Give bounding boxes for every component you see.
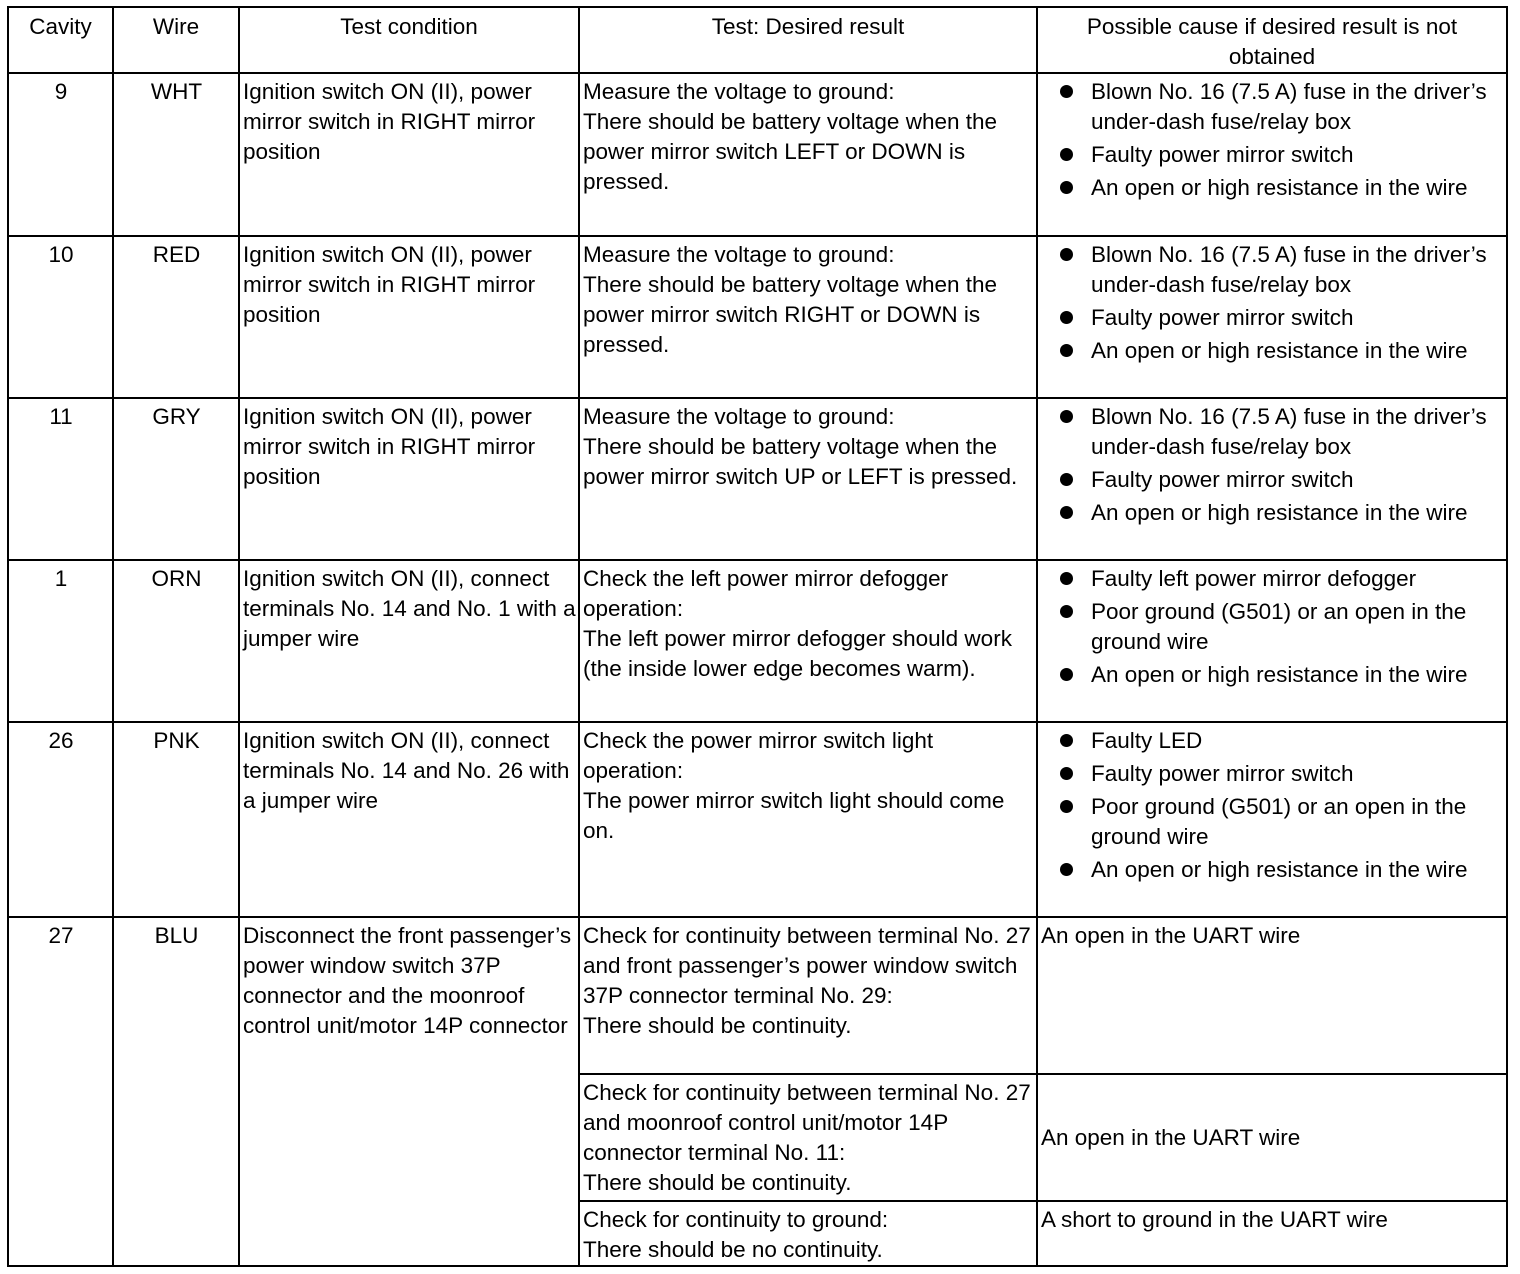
cause-item: An open or high resistance in the wire bbox=[1091, 336, 1504, 366]
header-wire: Wire bbox=[113, 7, 239, 73]
cavity-cell: 10 bbox=[8, 236, 113, 398]
result-cell bbox=[579, 1201, 1037, 1266]
cavity-cell: 26 bbox=[8, 722, 113, 917]
header-test-condition: Test condition bbox=[239, 7, 579, 73]
result-cell bbox=[579, 73, 1037, 236]
cause-cell bbox=[1037, 236, 1507, 398]
wire-cell: GRY bbox=[113, 398, 239, 560]
cause-item: Faulty power mirror switch bbox=[1091, 465, 1504, 495]
result-line: Check the power mirror switch light operation: bbox=[583, 728, 934, 783]
cavity-cell: 27 bbox=[8, 917, 113, 1266]
wire-cell: WHT bbox=[113, 73, 239, 236]
result-line: There should be battery voltage when the power mirror switch RIGHT or DOWN is pressed. bbox=[583, 272, 998, 357]
result-line: There should be battery voltage when the power mirror switch LEFT or DOWN is pressed. bbox=[583, 109, 998, 194]
condition-cell: Ignition switch ON (II), connect terminals No. 14 and No. 1 with a jumper wire bbox=[239, 560, 579, 722]
header-desired-result: Test: Desired result bbox=[579, 7, 1037, 73]
cavity-cell: 11 bbox=[8, 398, 113, 560]
table-row bbox=[8, 917, 1507, 1074]
cause-item: An open or high resistance in the wire bbox=[1091, 498, 1504, 528]
cause-cell bbox=[1037, 73, 1507, 236]
wire-cell: RED bbox=[113, 236, 239, 398]
result-line: There should be battery voltage when the power mirror switch UP or LEFT is pressed. bbox=[583, 434, 1018, 489]
result-line: The power mirror switch light should come on. bbox=[583, 788, 1005, 843]
result-cell bbox=[579, 722, 1037, 917]
table-row bbox=[8, 73, 1507, 236]
result-cell bbox=[579, 1074, 1037, 1201]
result-cell bbox=[579, 236, 1037, 398]
cause-item: An open or high resistance in the wire bbox=[1091, 660, 1504, 690]
cavity-cell: 9 bbox=[8, 73, 113, 236]
cause-item: An open or high resistance in the wire bbox=[1091, 173, 1504, 203]
cause-item: Poor ground (G501) or an open in the ground wire bbox=[1091, 597, 1504, 657]
cause-cell: An open in the UART wire bbox=[1037, 1074, 1507, 1201]
result-line: Check for continuity to ground: bbox=[583, 1207, 889, 1232]
result-line: There should be continuity. bbox=[583, 1013, 852, 1038]
result-cell bbox=[579, 917, 1037, 1074]
cause-item: Poor ground (G501) or an open in the ground wire bbox=[1091, 792, 1504, 852]
table-row bbox=[8, 560, 1507, 722]
result-line: The left power mirror defogger should work (the inside lower edge becomes warm). bbox=[583, 626, 1012, 681]
table-row bbox=[8, 722, 1507, 917]
result-line: Check the left power mirror defogger operation: bbox=[583, 566, 949, 621]
result-line: There should be continuity. bbox=[583, 1170, 852, 1195]
cause-item: Blown No. 16 (7.5 A) fuse in the driver’s under-dash fuse/relay box bbox=[1091, 77, 1504, 137]
cause-item: Blown No. 16 (7.5 A) fuse in the driver’s under-dash fuse/relay box bbox=[1091, 402, 1504, 462]
condition-cell: Ignition switch ON (II), power mirror switch in RIGHT mirror position bbox=[239, 236, 579, 398]
cause-cell: A short to ground in the UART wire bbox=[1037, 1201, 1507, 1266]
troubleshooting-table bbox=[7, 6, 1508, 1267]
cause-item: Faulty power mirror switch bbox=[1091, 303, 1504, 333]
result-line: Check for continuity between terminal No. 27 and moonroof control unit/motor 14P connector terminal No. 11: bbox=[583, 1080, 1031, 1165]
result-line: Measure the voltage to ground: bbox=[583, 404, 895, 429]
cause-cell bbox=[1037, 398, 1507, 560]
condition-cell: Ignition switch ON (II), connect terminals No. 14 and No. 26 with a jumper wire bbox=[239, 722, 579, 917]
condition-cell: Ignition switch ON (II), power mirror switch in RIGHT mirror position bbox=[239, 73, 579, 236]
cause-item: Blown No. 16 (7.5 A) fuse in the driver’s under-dash fuse/relay box bbox=[1091, 240, 1504, 300]
result-line: Measure the voltage to ground: bbox=[583, 79, 895, 104]
cause-item: An open or high resistance in the wire bbox=[1091, 855, 1504, 885]
result-cell bbox=[579, 560, 1037, 722]
header-possible-cause: Possible cause if desired result is not obtained bbox=[1037, 7, 1507, 73]
wire-cell: ORN bbox=[113, 560, 239, 722]
header-row bbox=[8, 7, 1507, 73]
wire-cell: BLU bbox=[113, 917, 239, 1266]
cause-item: Faulty power mirror switch bbox=[1091, 140, 1504, 170]
table-row bbox=[8, 398, 1507, 560]
cause-item: Faulty power mirror switch bbox=[1091, 759, 1504, 789]
cause-cell bbox=[1037, 722, 1507, 917]
condition-cell: Disconnect the front passenger’s power window switch 37P connector and the moonroof control unit/motor 14P connector bbox=[239, 917, 579, 1266]
cause-cell: An open in the UART wire bbox=[1037, 917, 1507, 1074]
cause-cell bbox=[1037, 560, 1507, 722]
result-line: Check for continuity between terminal No. 27 and front passenger’s power window switch 37P connector terminal No. 29: bbox=[583, 923, 1031, 1008]
cause-item: Faulty left power mirror defogger bbox=[1091, 564, 1504, 594]
condition-cell: Ignition switch ON (II), power mirror switch in RIGHT mirror position bbox=[239, 398, 579, 560]
result-cell bbox=[579, 398, 1037, 560]
cause-item: Faulty LED bbox=[1091, 726, 1504, 756]
header-cavity: Cavity bbox=[8, 7, 113, 73]
cavity-cell: 1 bbox=[8, 560, 113, 722]
wire-cell: PNK bbox=[113, 722, 239, 917]
result-line: Measure the voltage to ground: bbox=[583, 242, 895, 267]
table-row bbox=[8, 236, 1507, 398]
result-line: There should be no continuity. bbox=[583, 1237, 883, 1262]
